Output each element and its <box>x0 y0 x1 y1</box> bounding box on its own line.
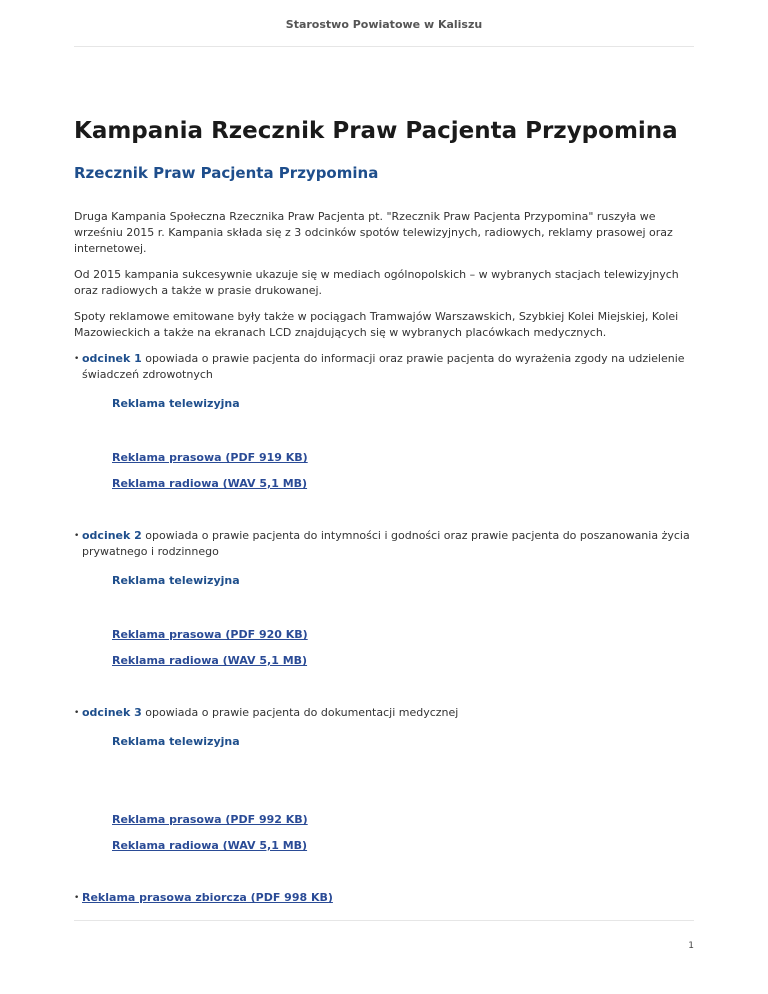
tv-ad-label: Reklama telewizyjna <box>112 735 240 748</box>
episode-label: odcinek 2 <box>82 529 142 542</box>
bullet-icon: • <box>74 708 80 718</box>
episode-label: odcinek 3 <box>82 706 142 719</box>
page-title: Kampania Rzecznik Praw Pacjenta Przypomina <box>74 118 678 144</box>
page-number: 1 <box>688 941 694 951</box>
bullet-icon: • <box>74 531 80 541</box>
media-paragraph: Od 2015 kampania sukcesywnie ukazuje się w mediach ogólnopolskich – w wybranych stacjach telewizyjnych oraz radiowych a także w prasie drukowanej. <box>74 268 679 297</box>
list-item <box>74 528 694 669</box>
list-item <box>74 890 694 906</box>
press-ad-link[interactable]: Reklama prasowa (PDF 920 KB) <box>112 628 308 641</box>
site-name: Starostwo Powiatowe w Kaliszu <box>285 18 483 31</box>
episode-label: odcinek 1 <box>82 352 142 365</box>
episode-summary <box>82 528 694 560</box>
episode-description: opowiada o prawie pacjenta do intymności i godności oraz prawie pacjenta do poszanowania życia prywatnego i rodzinnego <box>82 529 690 558</box>
page-footer <box>74 920 694 951</box>
radio-ad-link[interactable]: Reklama radiowa (WAV 5,1 MB) <box>112 654 308 667</box>
article <box>74 116 694 906</box>
bullet-icon: • <box>74 893 80 903</box>
broadcast-paragraph: Spoty reklamowe emitowane były także w pociągach Tramwajów Warszawskich, Szybkiej Kolei Miejskiej, Kolei Mazowieckich a także na ekranach LCD znajdujących się w wybranych placówkach medycznych. <box>74 310 679 339</box>
tv-ad-label: Reklama telewizyjna <box>112 397 240 410</box>
summary-press-link[interactable]: Reklama prasowa zbiorcza (PDF 998 KB) <box>82 891 333 904</box>
press-ad-link[interactable]: Reklama prasowa (PDF 992 KB) <box>112 813 308 826</box>
page-header <box>74 0 694 47</box>
bullet-icon: • <box>74 354 80 364</box>
episode-description: opowiada o prawie pacjenta do dokumentacji medycznej <box>141 706 459 719</box>
list-item <box>74 705 694 854</box>
intro-paragraph: Druga Kampania Społeczna Rzecznika Praw Pacjenta pt. "Rzecznik Praw Pacjenta Przypomina" ruszyła we wrześniu 2015 r. Kampania składa się z 3 odcinków spotów telewizyjnych, radiowych, reklamy prasowej oraz internetowej. <box>74 210 673 255</box>
press-ad-link[interactable]: Reklama prasowa (PDF 919 KB) <box>112 451 308 464</box>
episode-description: opowiada o prawie pacjenta do informacji oraz prawie pacjenta do wyrażenia zgody na udzielenie świadczeń zdrowotnych <box>82 352 685 381</box>
list-item <box>74 351 694 492</box>
radio-ad-link[interactable]: Reklama radiowa (WAV 5,1 MB) <box>112 839 308 852</box>
section-subtitle: Rzecznik Praw Pacjenta Przypomina <box>74 164 379 182</box>
episode-list <box>74 351 694 906</box>
radio-ad-link[interactable]: Reklama radiowa (WAV 5,1 MB) <box>112 477 308 490</box>
tv-ad-label: Reklama telewizyjna <box>112 574 240 587</box>
episode-summary <box>82 351 694 383</box>
episode-summary <box>82 705 694 721</box>
